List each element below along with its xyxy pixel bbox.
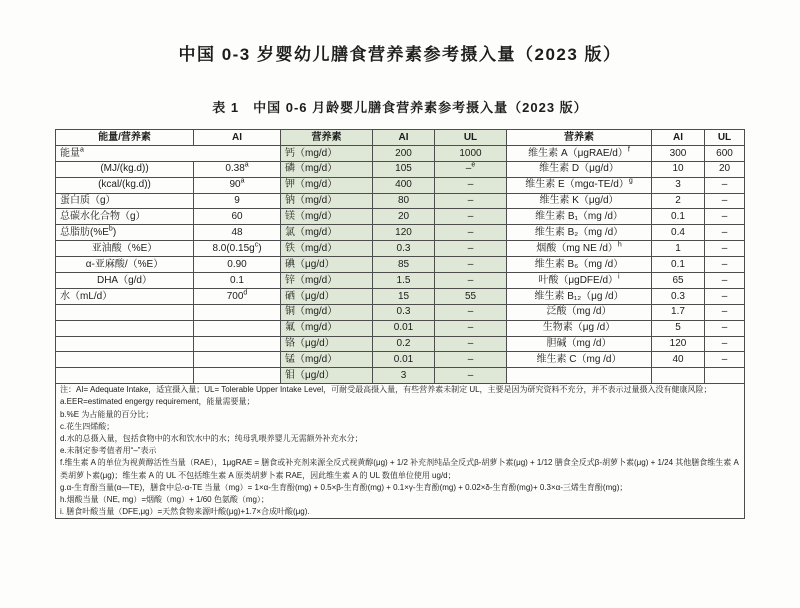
- footnote-line: 注：AI= Adequate Intake，适宜摄入量；UL= Tolerable Upper Intake Level，可耐受最高摄入量，有些营养素未制定 UL，主要是因为研究资料不充分，并不表示过量摄入没有健康风险；: [60, 385, 712, 395]
- mineral-label: 硒（μg/d）: [281, 288, 373, 304]
- vitamin-label: 维生素 B₆（mg /d）: [507, 257, 652, 273]
- mineral-label: 铜（mg/d）: [281, 304, 373, 320]
- footnote-line: b.%E 为占能量的百分比；: [60, 409, 154, 419]
- table-row: [56, 209, 745, 225]
- mineral-ul-value: –: [435, 177, 507, 193]
- vitamin-ul-value: [705, 368, 745, 384]
- table-row: [56, 161, 745, 177]
- column-header: AI: [373, 130, 435, 146]
- mineral-label: 镁（mg/d）: [281, 209, 373, 225]
- mineral-ai-value: 0.3: [373, 304, 435, 320]
- table-row: [56, 273, 745, 289]
- table-row: [56, 177, 745, 193]
- table-row: [56, 368, 745, 384]
- energy-nutrient-label: (kcal/(kg.d)): [56, 177, 194, 193]
- vitamin-ul-value: –: [705, 257, 745, 273]
- energy-nutrient-label: [56, 320, 194, 336]
- footnotes-row: [56, 384, 745, 519]
- vitamin-label: 维生素 A（μgRAE/d）$^f$: [507, 145, 652, 161]
- energy-ai-value: [194, 336, 281, 352]
- energy-ai-value: 60: [194, 209, 281, 225]
- nutrient-table: [55, 129, 745, 519]
- table-row: [56, 320, 745, 336]
- column-header: AI: [652, 130, 705, 146]
- mineral-label: 铬（μg/d）: [281, 336, 373, 352]
- table-header: [56, 130, 745, 146]
- mineral-ai-value: 0.3: [373, 241, 435, 257]
- vitamin-ai-value: 5: [652, 320, 705, 336]
- mineral-label: 碘（μg/d）: [281, 257, 373, 273]
- page-title: 中国 0-3 岁婴幼儿膳食营养素参考摄入量（2023 版）: [178, 45, 622, 64]
- footnotes-cell: [56, 384, 745, 519]
- energy-ai-value: 0.90: [194, 257, 281, 273]
- mineral-label: 氯（mg/d）: [281, 225, 373, 241]
- vitamin-ul-value: –: [705, 320, 745, 336]
- column-header: 能量/营养素: [56, 130, 194, 146]
- column-header: 营养素: [507, 130, 652, 146]
- energy-ai-value: 48: [194, 225, 281, 241]
- mineral-ai-value: 3: [373, 368, 435, 384]
- mineral-ai-value: 0.01: [373, 352, 435, 368]
- footnote-line: i. 膳食叶酸当量（DFE,μg）=天然食物来源叶酸(μg)+1.7×合成叶酸(μg).: [60, 507, 310, 517]
- vitamin-label: 生物素（μg /d）: [507, 320, 652, 336]
- vitamin-label: 维生素 B₂（mg /d）: [507, 225, 652, 241]
- vitamin-ai-value: 10: [652, 161, 705, 177]
- table-row: [56, 352, 745, 368]
- vitamin-ul-value: 20: [705, 161, 745, 177]
- energy-nutrient-label: 亚油酸（%E）: [56, 241, 194, 257]
- mineral-ul-value: –: [435, 273, 507, 289]
- vitamin-ul-value: –: [705, 225, 745, 241]
- energy-ai-value: 90$^a$: [194, 177, 281, 193]
- energy-ai-value: [194, 320, 281, 336]
- footnote-line: a.EER=estimated engergy requirement，能量需要量；: [60, 397, 255, 407]
- mineral-ul-value: –: [435, 320, 507, 336]
- footnote-line: d.水的总摄入量，包括食物中的水和饮水中的水；纯母乳喂养婴儿无需额外补充水分；: [60, 434, 363, 444]
- vitamin-label: 维生素 K（μg/d）: [507, 193, 652, 209]
- mineral-ai-value: 1.5: [373, 273, 435, 289]
- vitamin-ai-value: 300: [652, 145, 705, 161]
- vitamin-label: 烟酸（mg NE /d）$^h$: [507, 241, 652, 257]
- mineral-ul-value: –: [435, 336, 507, 352]
- vitamin-ai-value: 1.7: [652, 304, 705, 320]
- vitamin-ai-value: 0.3: [652, 288, 705, 304]
- mineral-ul-value: –: [435, 257, 507, 273]
- mineral-label: 钼（μg/d）: [281, 368, 373, 384]
- vitamin-ai-value: 120: [652, 336, 705, 352]
- mineral-label: 铁（mg/d）: [281, 241, 373, 257]
- energy-nutrient-label: 总脂肪$(\%E^b)$: [56, 225, 194, 241]
- table-row: [56, 225, 745, 241]
- mineral-ai-value: 20: [373, 209, 435, 225]
- vitamin-ai-value: 1: [652, 241, 705, 257]
- vitamin-ai-value: 2: [652, 193, 705, 209]
- vitamin-ai-value: 0.4: [652, 225, 705, 241]
- vitamin-ai-value: 3: [652, 177, 705, 193]
- mineral-ul-value: –: [435, 352, 507, 368]
- vitamin-label: [507, 368, 652, 384]
- mineral-ul-value: –: [435, 241, 507, 257]
- energy-ai-value: [194, 352, 281, 368]
- mineral-ul-value: –: [435, 225, 507, 241]
- mineral-label: 钙（mg/d）: [281, 145, 373, 161]
- energy-nutrient-label: α-亚麻酸/（%E）: [56, 257, 194, 273]
- vitamin-ul-value: –: [705, 193, 745, 209]
- energy-nutrient-label: [56, 336, 194, 352]
- energy-nutrient-label: [56, 352, 194, 368]
- energy-ai-value: [194, 304, 281, 320]
- vitamin-label: 叶酸（μgDFE/d）$^i$: [507, 273, 652, 289]
- vitamin-ai-value: 0.1: [652, 257, 705, 273]
- mineral-label: 锌（mg/d）: [281, 273, 373, 289]
- table-row: [56, 336, 745, 352]
- mineral-ai-value: 0.01: [373, 320, 435, 336]
- energy-nutrient-label: 蛋白质（g）: [56, 193, 194, 209]
- column-header: UL: [435, 130, 507, 146]
- mineral-label: 钠（mg/d）: [281, 193, 373, 209]
- footnote-line: h.烟酸当量（NE, mg）=烟酸（mg）+ 1/60 色氨酸（mg）；: [60, 495, 269, 505]
- vitamin-label: 维生素 C（mg /d）: [507, 352, 652, 368]
- column-header: 营养素: [281, 130, 373, 146]
- vitamin-ul-value: –: [705, 304, 745, 320]
- column-header: UL: [705, 130, 745, 146]
- footnote-line: f.维生素 A 的单位为视黄醇活性当量（RAE），1μgRAE = 膳食或补充剂来源全反式视黄醇(μg) + 1/2 补充剂纯品全反式β-胡萝卜素(μg) + 1/12 膳食全反式β-胡萝卜素(μg) + 1/24 其他膳食维生素 A 类胡萝卜素(μg)；维生素 A 的 UL 不包括维生素 A 原类胡萝卜素 RAE，因此维生素 A 的 UL 数值单位使用 ug/d；: [60, 458, 739, 480]
- mineral-ul-value: –: [435, 304, 507, 320]
- mineral-label: 氟（mg/d）: [281, 320, 373, 336]
- vitamin-ai-value: [652, 368, 705, 384]
- mineral-ul-value: 1000: [435, 145, 507, 161]
- vitamin-ai-value: 0.1: [652, 209, 705, 225]
- table-row: [56, 145, 745, 161]
- footnote-line: e.未制定参考值者用“–”表示: [60, 446, 157, 456]
- vitamin-label: 维生素 B₁₂（μg /d）: [507, 288, 652, 304]
- mineral-ai-value: 400: [373, 177, 435, 193]
- vitamin-ul-value: 600: [705, 145, 745, 161]
- energy-ai-value: [194, 368, 281, 384]
- vitamin-ul-value: –: [705, 273, 745, 289]
- energy-ai-value: 0.1: [194, 273, 281, 289]
- energy-ai-value: $8.0(0.15g^c)$: [194, 241, 281, 257]
- mineral-label: 磷（mg/d）: [281, 161, 373, 177]
- mineral-ai-value: 120: [373, 225, 435, 241]
- energy-nutrient-label: (MJ/(kg.d)): [56, 161, 194, 177]
- energy-nutrient-label: 水（mL/d）: [56, 288, 194, 304]
- mineral-ul-value: –: [435, 209, 507, 225]
- mineral-ai-value: 85: [373, 257, 435, 273]
- table-body: [56, 145, 745, 519]
- mineral-label: 锰（mg/d）: [281, 352, 373, 368]
- vitamin-ai-value: 40: [652, 352, 705, 368]
- vitamin-ul-value: –: [705, 209, 745, 225]
- table-row: [56, 193, 745, 209]
- mineral-ul-value: 55: [435, 288, 507, 304]
- energy-ai-value: 700$^d$: [194, 288, 281, 304]
- vitamin-ul-value: –: [705, 177, 745, 193]
- vitamin-label: 胆碱（mg /d）: [507, 336, 652, 352]
- energy-nutrient-label: 总碳水化合物（g）: [56, 209, 194, 225]
- column-header: AI: [194, 130, 281, 146]
- vitamin-ul-value: –: [705, 336, 745, 352]
- vitamin-label: 维生素 $E(mg\alpha-TE/d)^g$: [507, 177, 652, 193]
- mineral-ai-value: 105: [373, 161, 435, 177]
- table-caption: 表 1 中国 0-6 月龄婴儿膳食营养素参考摄入量（2023 版）: [212, 100, 588, 115]
- mineral-ai-value: 0.2: [373, 336, 435, 352]
- vitamin-label: 维生素 D（μg/d）: [507, 161, 652, 177]
- vitamin-label: 维生素 B₁（mg /d）: [507, 209, 652, 225]
- vitamin-ul-value: –: [705, 288, 745, 304]
- table-row: [56, 241, 745, 257]
- footnote-line: g.α-生育酚当量(α—TE)，膳食中总-α-TE 当量（mg）= 1×α-生育酚(mg) + 0.5×β-生育酚(mg) + 0.1×γ-生育酚(mg) + 0.02×δ-生育酚(mg)+ 0.3×α-三烯生育酚(mg)；: [60, 482, 628, 492]
- table-row: [56, 304, 745, 320]
- vitamin-label: 泛酸（mg /d）: [507, 304, 652, 320]
- footnote-line: c.花生四烯酸；: [60, 421, 115, 431]
- energy-nutrient-label: 能量$^a$: [56, 145, 281, 161]
- energy-ai-value: 0.38$^a$: [194, 161, 281, 177]
- energy-ai-value: 9: [194, 193, 281, 209]
- vitamin-ul-value: –: [705, 352, 745, 368]
- mineral-ai-value: 200: [373, 145, 435, 161]
- mineral-ul-value: –$^e$: [435, 161, 507, 177]
- table-row: [56, 257, 745, 273]
- mineral-ai-value: 15: [373, 288, 435, 304]
- energy-nutrient-label: DHA（g/d）: [56, 273, 194, 289]
- mineral-label: 钾（mg/d）: [281, 177, 373, 193]
- vitamin-ai-value: 65: [652, 273, 705, 289]
- mineral-ul-value: –: [435, 368, 507, 384]
- vitamin-ul-value: –: [705, 241, 745, 257]
- table-row: [56, 288, 745, 304]
- energy-nutrient-label: [56, 368, 194, 384]
- mineral-ai-value: 80: [373, 193, 435, 209]
- energy-nutrient-label: [56, 304, 194, 320]
- mineral-ul-value: –: [435, 193, 507, 209]
